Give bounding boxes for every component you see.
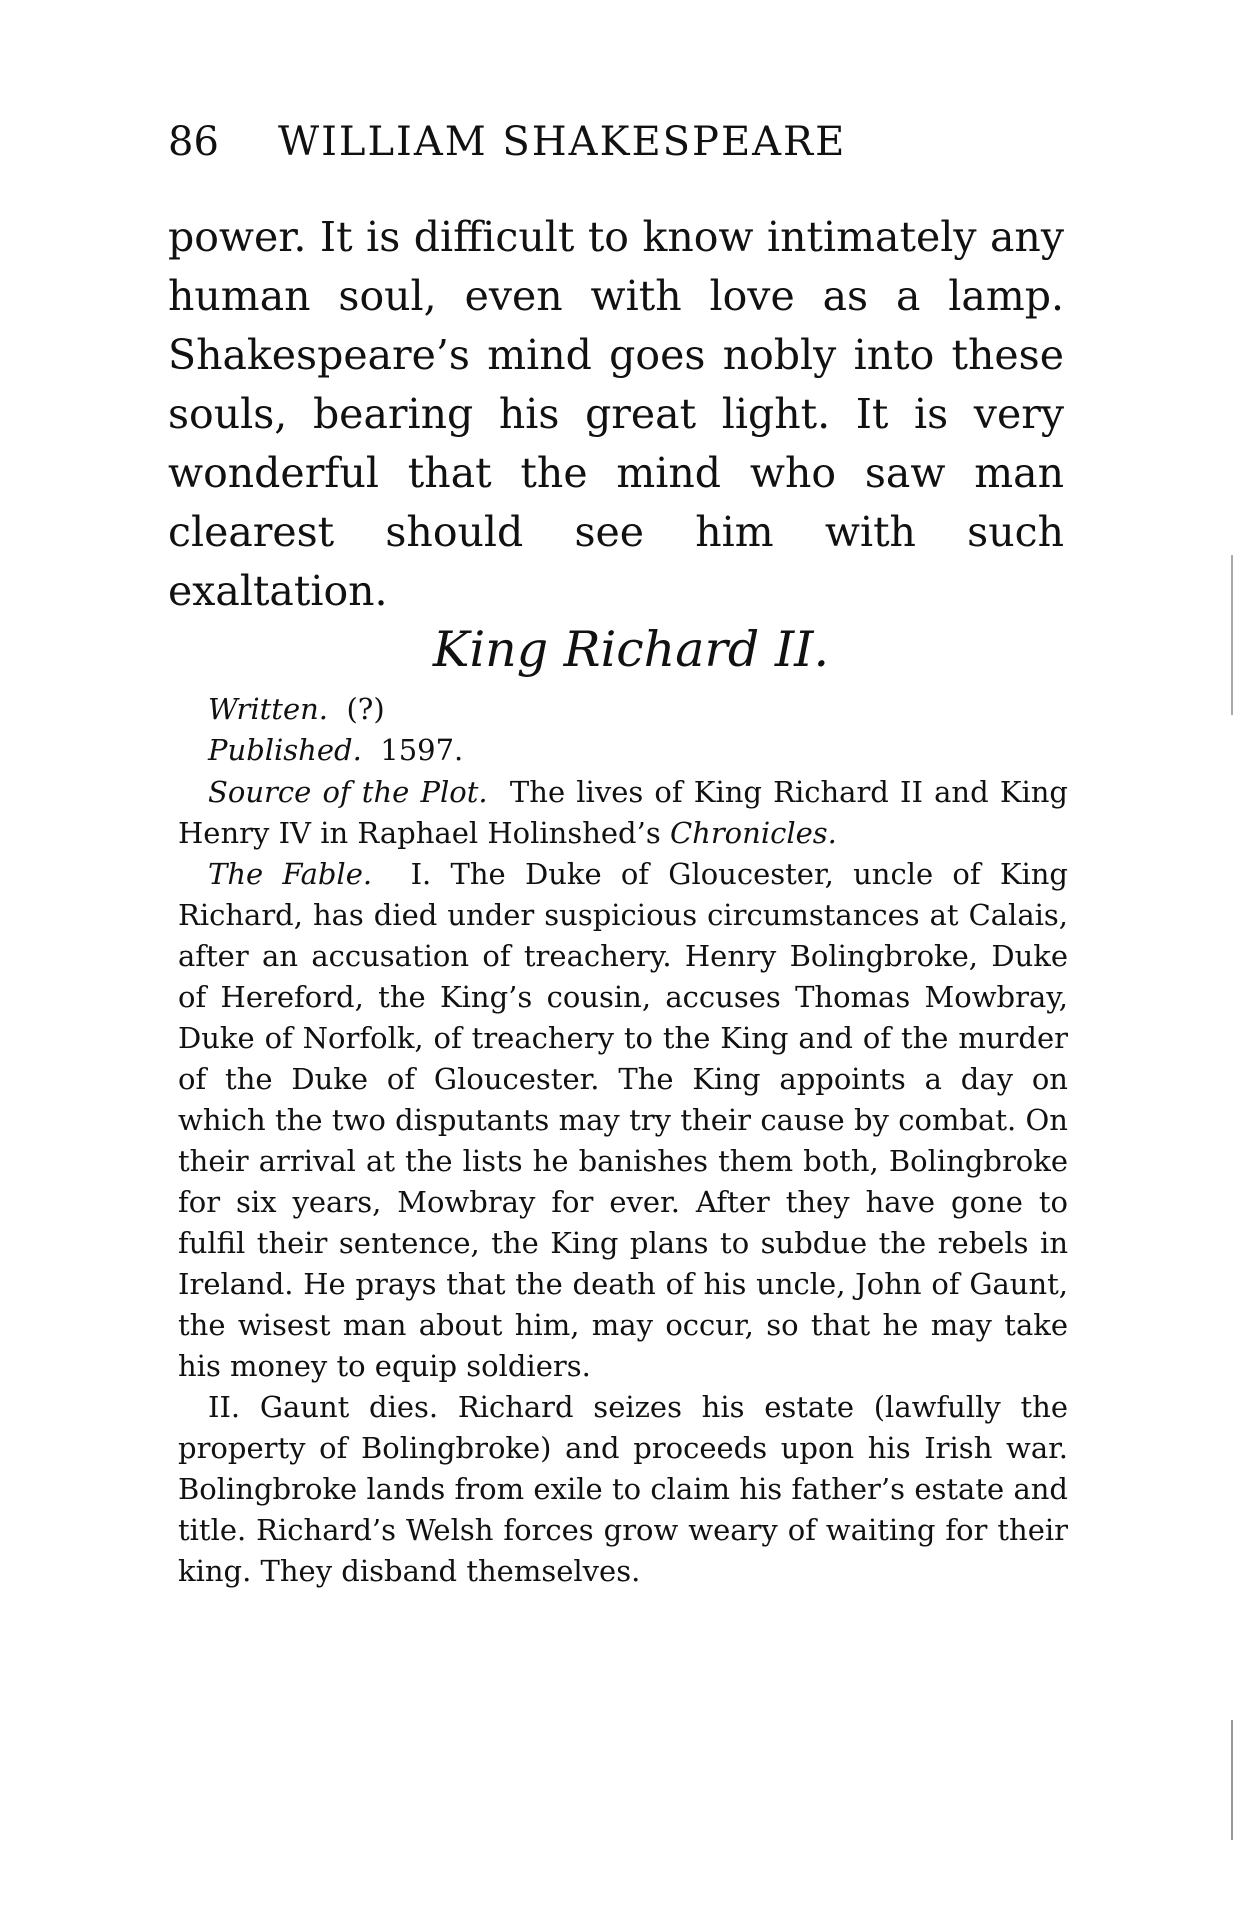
written-value: (?): [346, 692, 385, 726]
book-title: WILLIAM SHAKESPEARE: [278, 119, 847, 165]
section-title: King Richard II.: [432, 621, 830, 678]
scan-edge-mark: [1231, 1720, 1233, 1840]
page-number: 86: [168, 119, 219, 165]
published-label: Published.: [208, 733, 362, 767]
synopsis-body: [178, 772, 1068, 1592]
fable-paragraph-2: II. Gaunt dies. Richard seizes his estate (lawfully the property of Bolingbroke) and proceeds upon his Irish war. Bolingbroke lands from exile to claim his father’s estate and title. Richard’s Welsh forces grow weary of waiting for their king. They disband themselves.: [178, 1390, 1068, 1588]
source-text: The lives of King Richard II and King Henry IV in Raphael Holinshed’s: [178, 775, 1068, 850]
scan-edge-mark: [1231, 555, 1233, 715]
fable-text-1: I. The Duke of Gloucester, uncle of King Richard, has died under suspicious circumstances at Calais, after an accusation of treachery. Henry Bolingbroke, Duke of Hereford, the King’s cousin, accuses Thomas Mowbray, Duke of Norfolk, of treachery to the King and of the murder of the Duke of Gloucester. The King appoints a day on which the two disputants may try their cause by combat. On their arrival at the lists he banishes them both, Bolingbroke for six years, Mowbray for ever. After they have gone to fulfil their sentence, the King plans to subdue the rebels in Ireland. He prays that the death of his uncle, John of Gaunt, the wisest man about him, may occur, so that he may take his money to equip soldiers.: [178, 857, 1069, 1383]
source-paragraph: [178, 772, 1068, 854]
written-line: [208, 689, 1098, 730]
source-label: Source of the Plot.: [208, 775, 488, 809]
running-head: [168, 119, 948, 165]
published-line: [208, 730, 1098, 771]
fable-paragraph-1: [178, 854, 1068, 1387]
published-value: 1597.: [380, 733, 464, 767]
written-label: Written.: [208, 692, 329, 726]
source-work-title: Chronicles.: [669, 816, 837, 850]
fable-label: The Fable.: [208, 857, 373, 891]
intro-paragraph: power. It is difficult to know intimately any human soul, even with love as a lamp. Shakespeare’s mind goes nobly into these souls, bearing his great light. It is very wonderful that the mind who saw man clearest should see him with such exaltation.: [168, 213, 1064, 615]
